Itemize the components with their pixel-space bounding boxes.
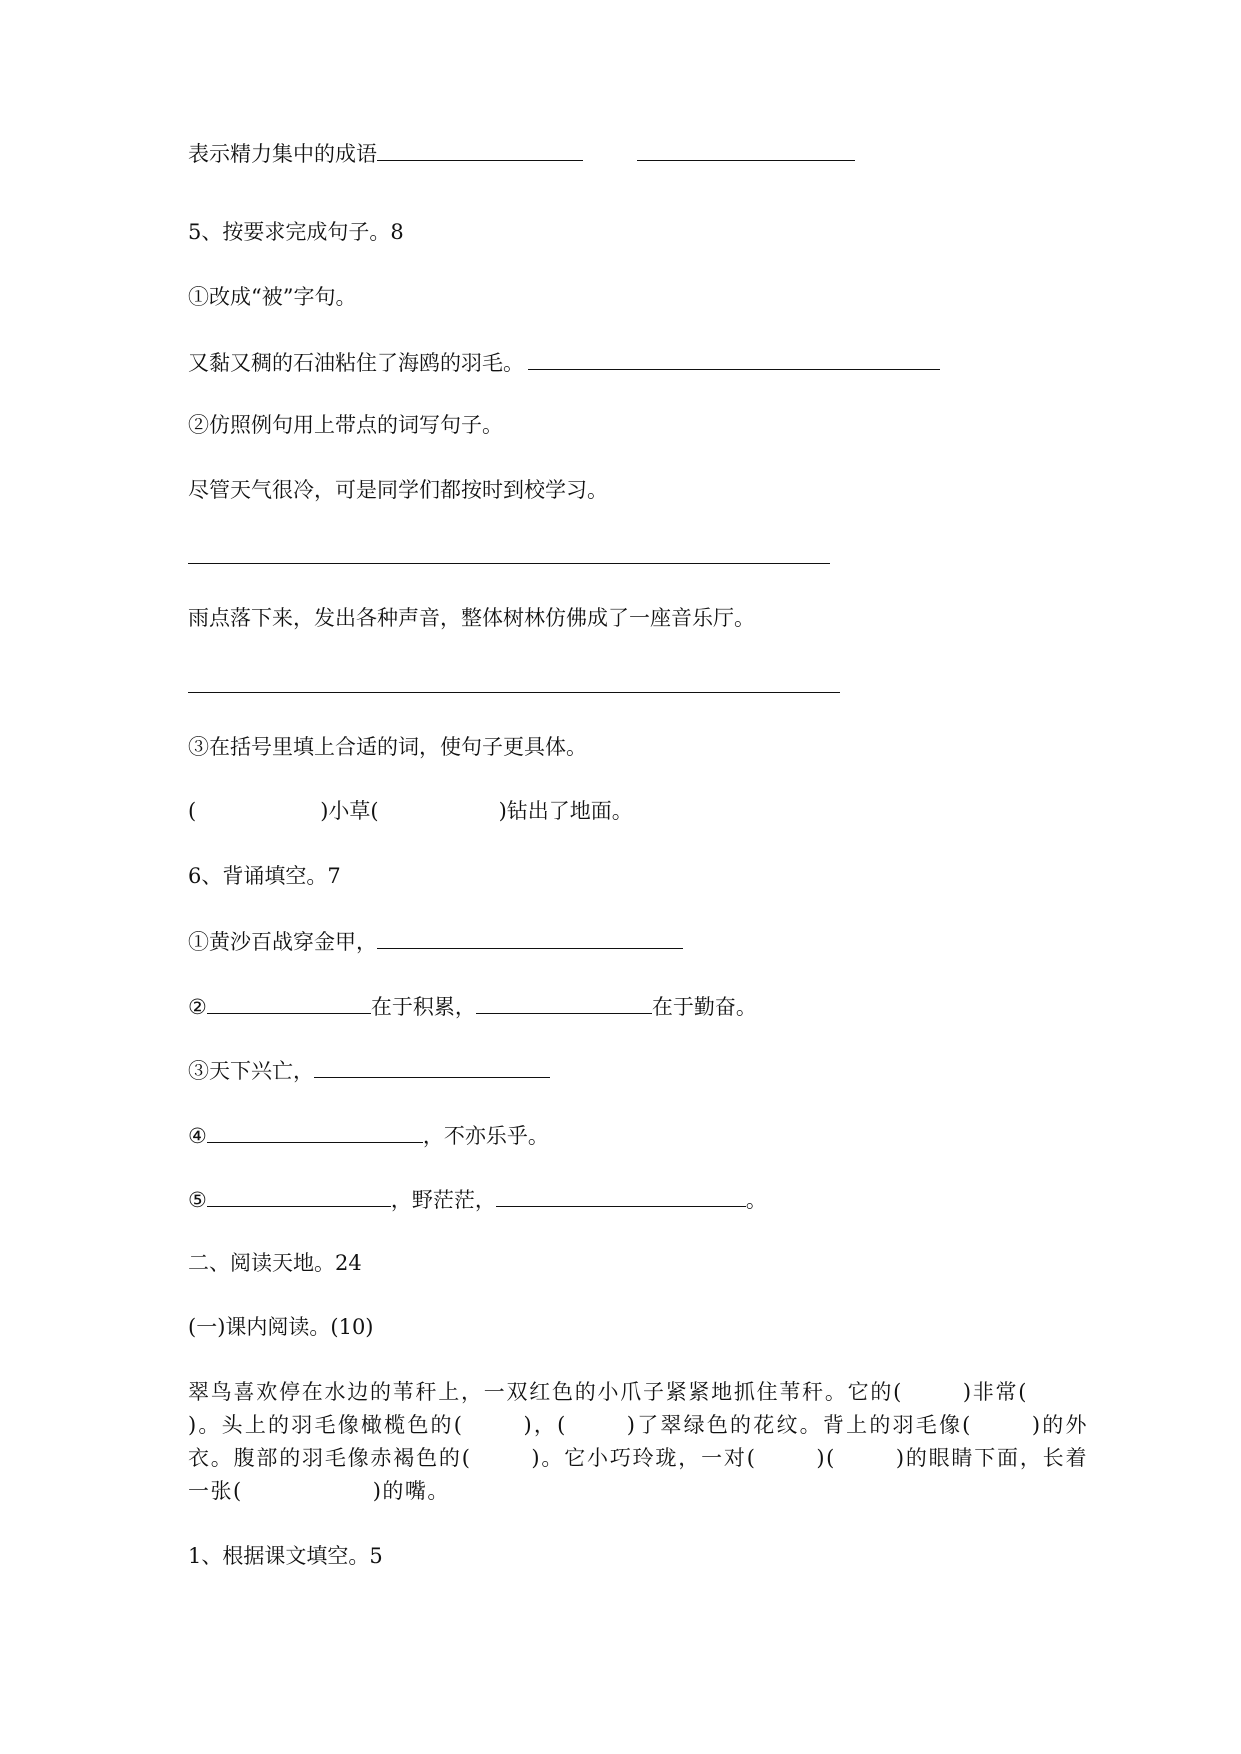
passage-part-1: 翠鸟喜欢停在水边的苇秆上，一双红色的小爪子紧紧地抓住苇秆。它的( <box>188 1380 903 1404</box>
q1-title: 1、根据课文填空。5 <box>188 1544 383 1568</box>
q6-item-2-text-c: 在于勤奋。 <box>651 995 757 1019</box>
q6-item-3-text: ③天下兴亡， <box>188 1059 314 1083</box>
q6-item-5 <box>188 1184 767 1214</box>
q6-item-2-marker: ② <box>188 995 207 1019</box>
q6-item-2-text-b: 在于积累， <box>370 995 476 1019</box>
passage-part-4: )，( <box>523 1413 567 1437</box>
section-2-title: 二、阅读天地。24 <box>188 1251 362 1275</box>
q6-item-4 <box>188 1120 549 1150</box>
q5-1-sentence: 又黏又稠的石油粘住了海鸥的羽毛。 <box>188 351 524 375</box>
q5-2-example-2: 雨点落下来，发出各种声音，整体树林仿佛成了一座音乐厅。 <box>188 606 755 630</box>
q5-3-end: )钻出了地面。 <box>498 799 633 823</box>
q6-item-4-marker: ④ <box>188 1124 207 1148</box>
q5-3-open: ( <box>188 799 197 823</box>
q5-3-mid: )小草( <box>320 799 379 823</box>
q5-2-answer-line-1[interactable] <box>188 563 830 564</box>
q6-item-5-text-c: 。 <box>745 1188 767 1212</box>
idiom-blank-1[interactable] <box>377 138 583 161</box>
q6-item-3-blank[interactable] <box>314 1055 550 1078</box>
q6-item-1 <box>188 926 683 956</box>
idiom-line <box>188 138 855 168</box>
q6-item-4-blank[interactable] <box>207 1120 423 1143</box>
passage-part-6: )的外衣。腹部的羽毛像赤褐色的( <box>188 1413 1088 1470</box>
passage-part-5: )了翠绿色的花纹。背上的羽毛像( <box>626 1413 972 1437</box>
q6-item-5-text-b: ，野茫茫， <box>390 1188 496 1212</box>
q5-1-answer-blank[interactable] <box>528 347 940 370</box>
passage-part-2: )非常( <box>962 1380 1028 1404</box>
q6-item-4-text: ，不亦乐乎。 <box>422 1124 549 1148</box>
q5-3-sentence <box>188 797 633 825</box>
passage-part-7: )。它小巧玲珑，一对( <box>531 1446 757 1470</box>
idiom-blank-2[interactable] <box>637 138 855 161</box>
q5-2-answer-line-2[interactable] <box>188 692 840 693</box>
q6-item-3 <box>188 1055 550 1085</box>
q5-title: 5、按要求完成句子。8 <box>188 220 404 244</box>
section-2-sub: (一)课内阅读。(10) <box>188 1315 374 1339</box>
q6-item-5-marker: ⑤ <box>188 1188 207 1212</box>
q6-item-5-blank-1[interactable] <box>207 1184 391 1207</box>
idiom-label: 表示精力集中的成语 <box>188 142 377 166</box>
q6-item-2-blank-2[interactable] <box>476 991 652 1014</box>
passage-part-10: )的嘴。 <box>372 1479 450 1503</box>
q6-item-1-text: ①黄沙百战穿金甲， <box>188 930 377 954</box>
reading-passage <box>188 1376 1088 1508</box>
q5-3-instruction: ③在括号里填上合适的词，使句子更具体。 <box>188 735 587 759</box>
passage-part-8: )( <box>816 1446 836 1470</box>
q5-2-example-1: 尽管天气很冷，可是同学们都按时到校学习。 <box>188 478 608 502</box>
q6-item-1-blank[interactable] <box>377 926 683 949</box>
q6-item-5-blank-2[interactable] <box>496 1184 746 1207</box>
q5-1-instruction: ①改成“被”字句。 <box>188 285 357 309</box>
passage-part-3: )。头上的羽毛像橄榄色的( <box>188 1413 464 1437</box>
q5-2-instruction: ②仿照例句用上带点的词写句子。 <box>188 413 503 437</box>
q6-title: 6、背诵填空。7 <box>188 864 341 888</box>
passage-part-9: )的眼睛下面，长着一张( <box>188 1446 1088 1503</box>
q6-item-2 <box>188 991 757 1021</box>
q6-item-2-blank-1[interactable] <box>207 991 371 1014</box>
q5-1-sentence-line <box>188 347 940 377</box>
